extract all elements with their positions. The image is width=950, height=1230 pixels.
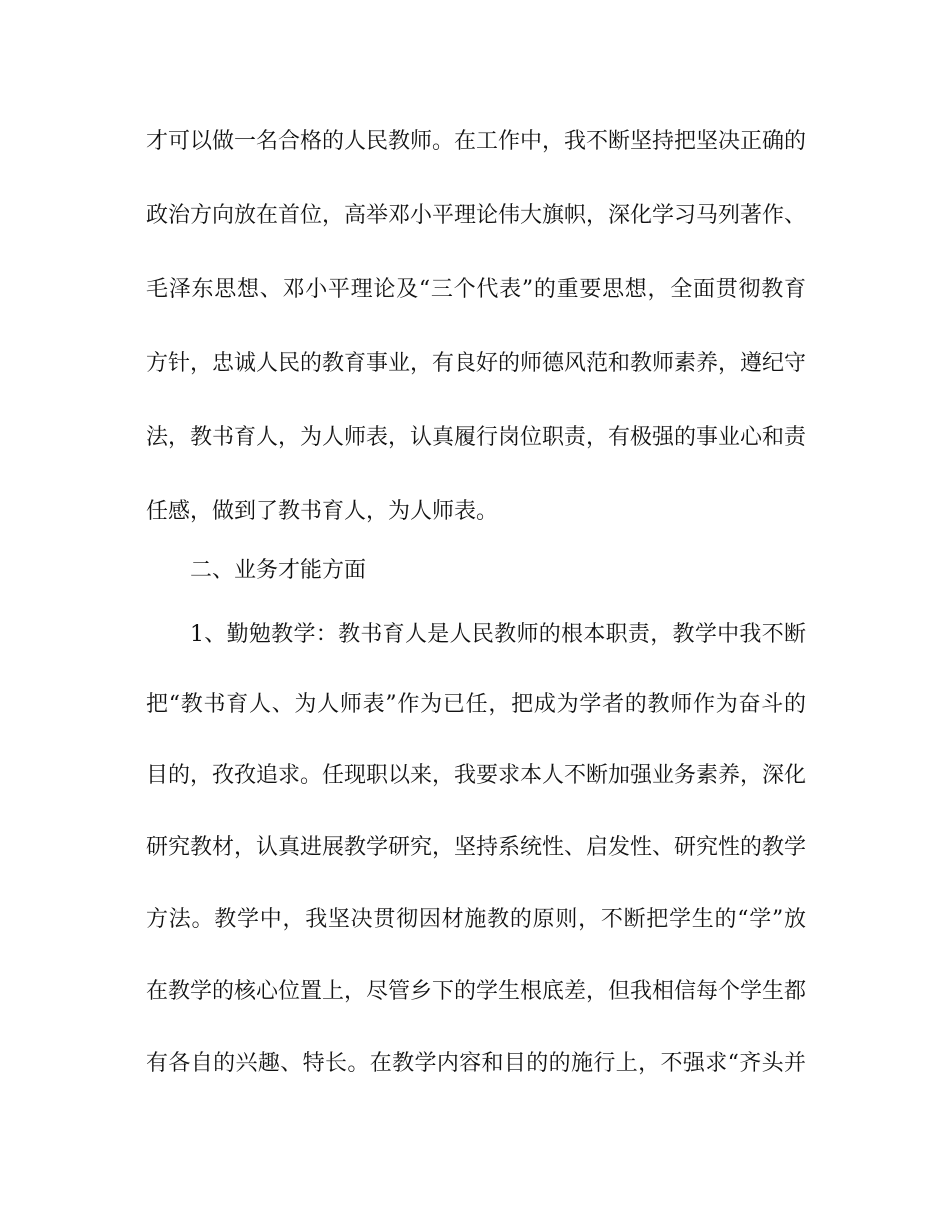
text-line-11: 研究教材，认真进展教学研究，坚持系统性、启发性、研究性的教学 (146, 835, 806, 860)
section-heading: 二、业务才能方面 (190, 558, 367, 583)
text-line-6: 任感，做到了教书育人，为人师表。 (146, 499, 499, 524)
text-line-2: 政治方向放在首位，高举邓小平理论伟大旗帜，深化学习马列著作、 (146, 203, 806, 228)
text-line-8: 1、勤勉教学：教书育人是人民教师的根本职责，教学中我不断 (190, 622, 806, 647)
text-line-1: 才可以做一名合格的人民教师。在工作中，我不断坚持把坚决正确的 (146, 129, 806, 154)
text-line-9: 把“教书育人、为人师表”作为已任，把成为学者的教师作为奋斗的 (146, 692, 806, 717)
text-line-10: 目的，孜孜追求。任现职以来，我要求本人不断加强业务素养，深化 (146, 763, 806, 788)
text-line-5: 法，教书育人，为人师表，认真履行岗位职责，有极强的事业心和责 (146, 425, 806, 450)
text-line-14: 有各自的兴趣、特长。在教学内容和目的的施行上，不强求“齐头并 (146, 1051, 806, 1076)
text-line-13: 在教学的核心位置上，尽管乡下的学生根底差，但我相信每个学生都 (146, 979, 806, 1004)
text-line-4: 方针，忠诚人民的教育事业，有良好的师德风范和教师素养，遵纪守 (146, 351, 806, 376)
text-line-12: 方法。教学中，我坚决贯彻因材施教的原则，不断把学生的“学”放 (146, 907, 806, 932)
text-line-3: 毛泽东思想、邓小平理论及“三个代表”的重要思想，全面贯彻教育 (146, 277, 806, 302)
